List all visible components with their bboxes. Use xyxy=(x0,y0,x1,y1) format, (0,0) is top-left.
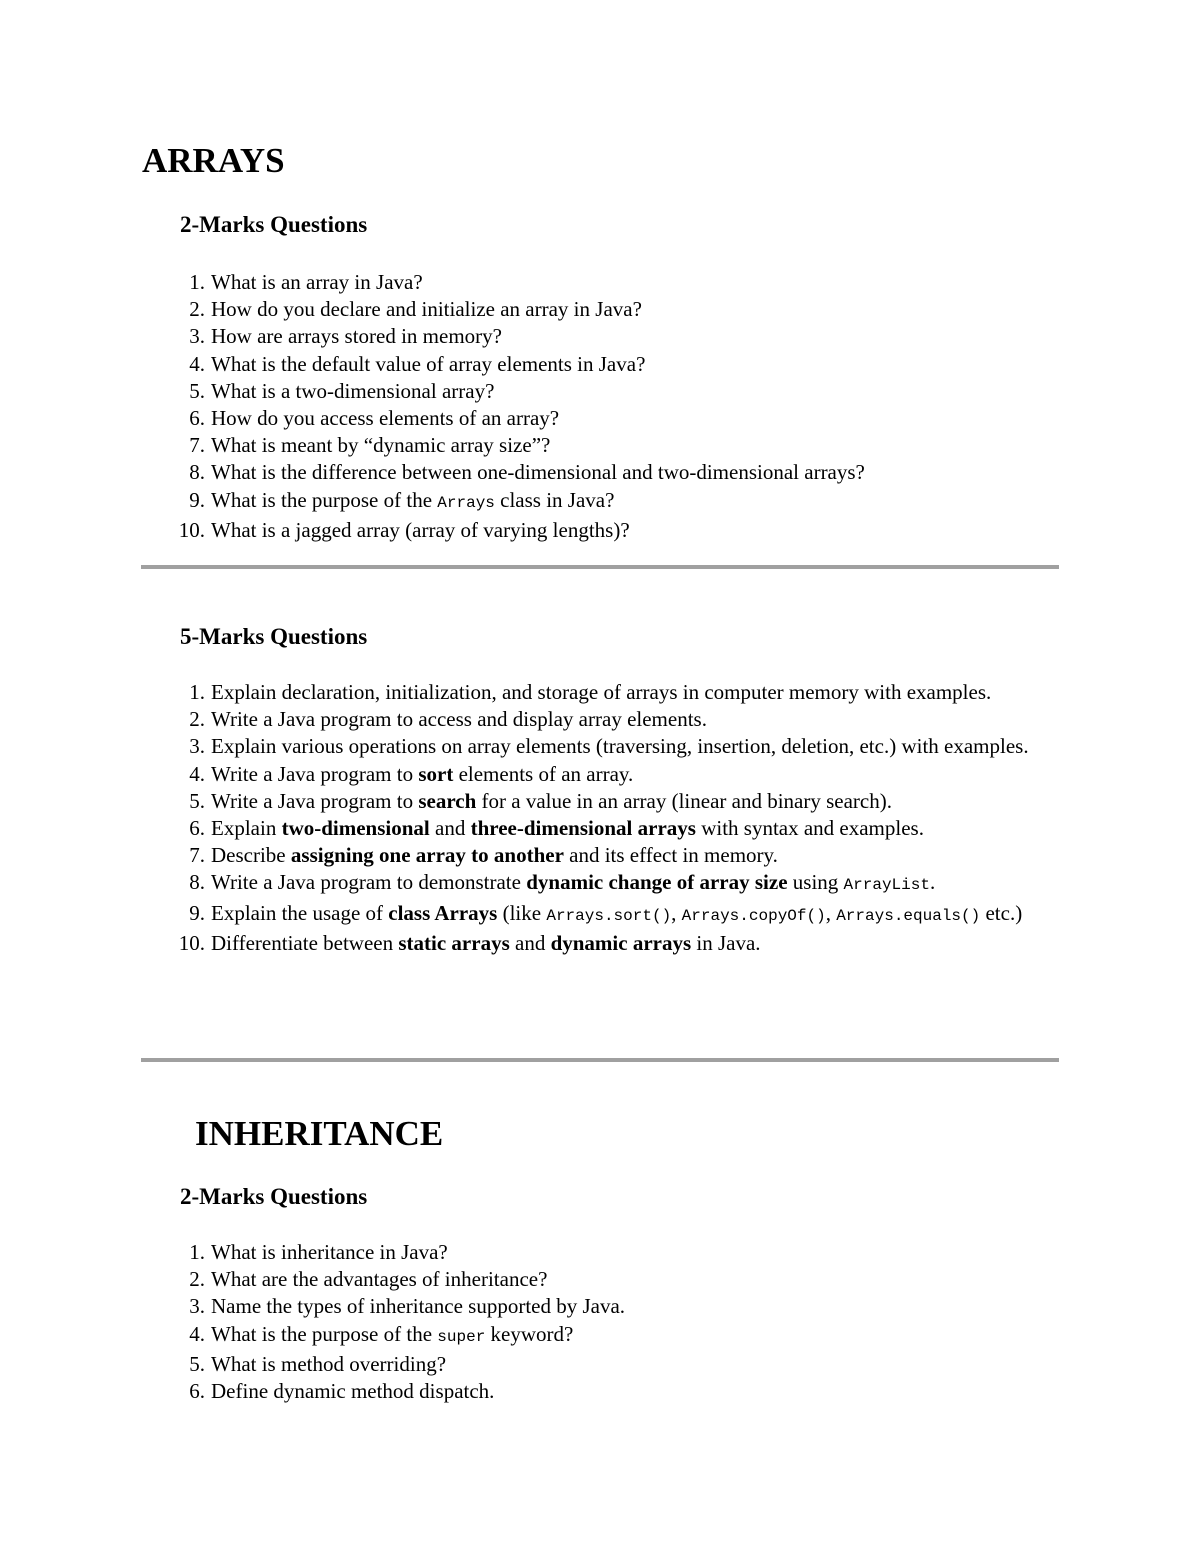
question-item xyxy=(181,1321,1061,1351)
question-number: 5. xyxy=(189,378,205,403)
emphasis-text: dynamic change of array size xyxy=(526,870,788,895)
question-number: 9. xyxy=(189,900,205,925)
question-item xyxy=(181,296,1061,323)
question-text: Write a Java program to access and display array elements. xyxy=(211,707,707,732)
question-item xyxy=(181,459,1061,486)
question-item xyxy=(181,405,1061,432)
question-item xyxy=(181,761,1031,788)
question-text: Write a Java program to demonstrate xyxy=(211,870,527,895)
section-divider xyxy=(141,1058,1059,1062)
question-text: Name the types of inheritance supported by Java. xyxy=(211,1294,626,1319)
inheritance-2-marks-heading: 2-Marks Questions xyxy=(180,1184,368,1209)
question-text: How do you declare and initialize an array in Java? xyxy=(211,297,642,322)
question-number: 6. xyxy=(189,406,205,431)
question-text: , xyxy=(825,900,837,925)
question-text: keyword? xyxy=(485,1321,574,1346)
question-item xyxy=(181,1378,1061,1405)
question-number: 7. xyxy=(189,843,205,868)
emphasis-text: two-dimensional xyxy=(281,816,430,841)
question-item xyxy=(181,351,1061,378)
question-number: 1. xyxy=(189,680,205,704)
question-item xyxy=(181,733,1031,760)
question-number: 2. xyxy=(189,707,205,732)
question-text: What is an array in Java? xyxy=(211,270,423,294)
question-text: (like xyxy=(497,900,547,925)
question-item xyxy=(181,900,1031,930)
question-number: 3. xyxy=(189,1294,205,1319)
question-number: 3. xyxy=(189,734,205,759)
question-item xyxy=(181,487,1061,517)
question-item xyxy=(181,1351,1061,1378)
emphasis-text: class Arrays xyxy=(388,900,498,925)
emphasis-text: search xyxy=(418,788,477,813)
question-text: using xyxy=(787,870,844,895)
inheritance-2-marks-list xyxy=(181,1239,1061,1405)
question-text: Explain xyxy=(211,816,282,841)
question-text: How do you access elements of an array? xyxy=(211,406,560,431)
question-text: and xyxy=(429,816,471,841)
arrays-2-marks-list xyxy=(178,269,1061,544)
question-item xyxy=(181,1293,1061,1320)
emphasis-text: dynamic arrays xyxy=(550,930,692,955)
question-text: What is a two-dimensional array? xyxy=(211,378,495,403)
question-number: 3. xyxy=(189,324,205,349)
question-text: Explain the usage of xyxy=(211,900,389,925)
inheritance-title: INHERITANCE xyxy=(195,1114,444,1153)
question-number: 4. xyxy=(189,761,205,786)
question-item xyxy=(181,679,1031,706)
question-item xyxy=(181,378,1061,405)
question-text: and its effect in memory. xyxy=(563,843,778,868)
question-text: class in Java? xyxy=(494,487,615,512)
question-text: What is the purpose of the xyxy=(211,1321,438,1346)
question-number: 5. xyxy=(189,1351,205,1376)
question-number: 1. xyxy=(189,1240,205,1264)
question-text: What is a jagged array (array of varying lengths)? xyxy=(211,517,630,542)
question-number: 7. xyxy=(189,433,205,458)
question-text: for a value in an array (linear and binary search). xyxy=(476,788,892,813)
section-divider xyxy=(141,565,1059,569)
question-number: 5. xyxy=(189,788,205,813)
question-number: 4. xyxy=(189,351,205,376)
question-text: What is the default value of array elements in Java? xyxy=(211,351,646,376)
question-number: 1. xyxy=(189,270,205,294)
question-number: 8. xyxy=(189,870,205,895)
inline-code: Arrays.equals() xyxy=(836,906,981,925)
question-item xyxy=(181,706,1031,733)
question-text: Define dynamic method dispatch. xyxy=(211,1379,495,1404)
question-number: 6. xyxy=(189,1379,205,1404)
question-text: , xyxy=(671,900,682,925)
question-text: elements of an array. xyxy=(453,761,634,786)
question-text: with syntax and examples. xyxy=(695,816,924,841)
inline-code: ArrayList xyxy=(843,876,930,895)
question-number: 2. xyxy=(189,297,205,322)
question-item xyxy=(181,842,1031,869)
question-number: 2. xyxy=(189,1267,205,1292)
question-number: 8. xyxy=(189,460,205,485)
question-item xyxy=(181,323,1061,350)
arrays-2-marks-heading: 2-Marks Questions xyxy=(180,212,368,237)
question-text: Write a Java program to xyxy=(211,788,419,813)
question-item xyxy=(181,869,1031,899)
question-item xyxy=(178,930,1031,957)
question-text: Explain declaration, initialization, and storage of arrays in computer memory with examples. xyxy=(211,680,992,704)
question-text: What is inheritance in Java? xyxy=(211,1240,448,1264)
question-text: etc.) xyxy=(980,900,1023,925)
question-item xyxy=(181,1239,1061,1266)
inline-code: Arrays.sort() xyxy=(546,906,672,925)
arrays-5-marks-list xyxy=(178,679,1031,957)
emphasis-text: assigning one array to another xyxy=(290,843,564,868)
question-text: Explain various operations on array elements (traversing, insertion, deletion, etc.) with examples. xyxy=(211,734,1029,759)
question-number: 6. xyxy=(189,816,205,841)
question-number: 10. xyxy=(178,517,205,542)
emphasis-text: static arrays xyxy=(398,930,510,955)
question-text: How are arrays stored in memory? xyxy=(211,324,502,349)
emphasis-text: three-dimensional arrays xyxy=(470,816,696,841)
question-item xyxy=(178,517,1061,544)
question-number: 9. xyxy=(189,487,205,512)
question-item xyxy=(181,815,1031,842)
question-number: 4. xyxy=(189,1321,205,1346)
question-item xyxy=(181,269,1061,296)
question-text: What is method overriding? xyxy=(211,1351,447,1376)
question-text: What is the difference between one-dimensional and two-dimensional arrays? xyxy=(211,460,865,485)
question-text: What is the purpose of the xyxy=(211,487,438,512)
question-text: What is meant by “dynamic array size”? xyxy=(211,433,551,458)
inline-code: super xyxy=(437,1327,486,1346)
question-text: . xyxy=(929,870,936,895)
question-text: Differentiate between xyxy=(211,930,399,955)
inline-code: Arrays xyxy=(437,493,495,512)
question-item xyxy=(181,788,1031,815)
question-item xyxy=(181,1266,1061,1293)
question-text: and xyxy=(509,930,551,955)
arrays-title: ARRAYS xyxy=(142,141,285,180)
emphasis-text: sort xyxy=(418,761,454,786)
question-text: Write a Java program to xyxy=(211,761,419,786)
arrays-5-marks-heading: 5-Marks Questions xyxy=(180,624,368,649)
question-number: 10. xyxy=(178,930,205,955)
question-text: Describe xyxy=(211,843,291,868)
question-item xyxy=(181,432,1061,459)
question-text: in Java. xyxy=(691,930,761,955)
inline-code: Arrays.copyOf() xyxy=(681,906,826,925)
question-text: What are the advantages of inheritance? xyxy=(211,1267,548,1292)
